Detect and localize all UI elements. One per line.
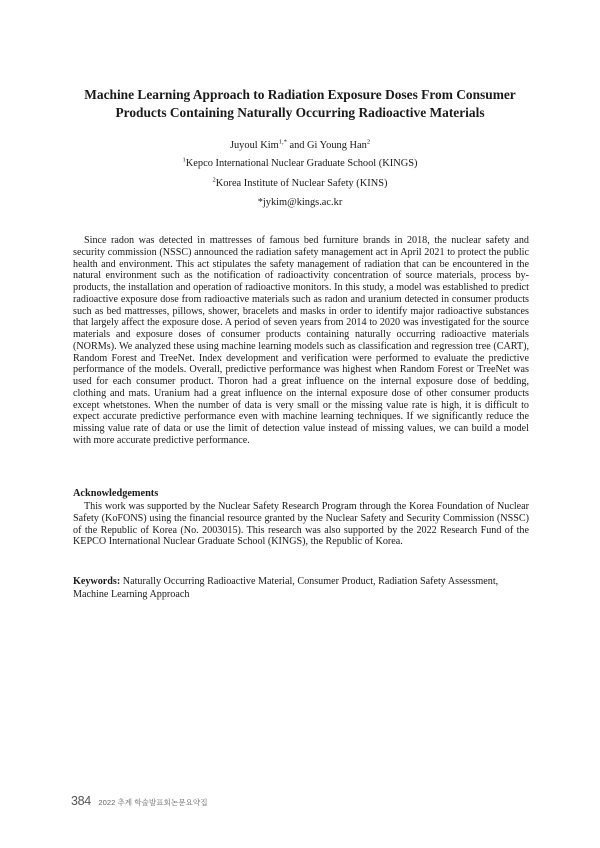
paper-title — [70, 86, 530, 122]
affiliation — [70, 157, 530, 171]
affiliation-superscript: 1 — [182, 156, 186, 164]
keywords-paragraph — [73, 576, 529, 601]
corresponding-email: *jykim@kings.ac.kr — [257, 197, 343, 208]
author-name: Juyoul Kim — [229, 140, 279, 151]
keywords-text: Naturally Occurring Radioactive Material, Consumer Product, Radiation Safety Assessment, Machine Learning Approach — [73, 576, 499, 600]
abstract-paragraph: Since radon was detected in mattresses of famous bed furniture brands in 2018, the nuclear safety and security commission (NSSC) announced the radiation safety management act in April 2021 to protect the public health and environment. This act stipulates the safety management of radiation that can be encountered in the natural environment such as the notification of radioactivity concentration of source materials, process by-products, the installation and operation of radioactive monitors. In this study, a model was established to predict radioactive exposure dose from radioactive materials such as radon and uranium detected in consumer products such as bed mattresses, pillows, shower, bracelets and masks in order to identify major radioactive substances that largely affect the exposure dose. A period of seven years from 2014 to 2020 was investigated for the source materials and exposure doses of consumer products containing naturally occurring radioactive materials (NORMs). We analyzed these using machine learning models such as classification and regression tree (CART), Random Forest and TreeNet. Index development and verification were performed to evaluate the predictive performance of the models. Overall, predictive performance was highest when Random Forest or TreeNet was used for each consumer product. Thoron had a great influence on the internal exposure dose of bedding, clothing and mats. Uranium had a great influence on the internal exposure dose of other consumer products except whetstones. When the number of data is very small or the missing value rate is high, it is difficult to expect accurate predictive performance even with machine learning techniques. If we significantly reduce the missing value rate of data or use the limit of detection value instead of missing values, we can build a model with more accurate predictive performance. — [73, 235, 529, 446]
acknowledgements-paragraph: This work was supported by the Nuclear Safety Research Program through the Korea Foundation of Nuclear Safety (KoFONS) using the financial resource granted by the Nuclear Safety and Security Commission (NSSC) of the Republic of Korea (No. 2003015). This research was also supported by the 2022 Research Fund of the KEPCO International Nuclear Graduate School (KINGS), the Republic of Korea. — [73, 501, 529, 548]
keywords-label: Keywords: — [73, 576, 121, 587]
proceedings-title: 2022 추계 학술발표회논문요약집 — [98, 798, 208, 807]
affiliation-text: Kepco International Nuclear Graduate School (KINGS) — [185, 158, 418, 169]
affiliation-superscript: 2 — [212, 176, 216, 184]
author-superscript: 1,* — [278, 138, 287, 146]
acknowledgements-heading: Acknowledgements — [73, 488, 159, 499]
page-number: 384 — [71, 794, 91, 808]
affiliation-text: Korea Institute of Nuclear Safety (KINS) — [215, 178, 388, 189]
author-list — [70, 139, 530, 153]
page-footer — [71, 792, 208, 810]
title-line-2: Products Containing Naturally Occurring Radioactive Materials — [115, 105, 485, 120]
affiliation — [70, 177, 530, 191]
author-superscript: 2 — [366, 138, 371, 146]
title-line-1: Machine Learning Approach to Radiation Exposure Doses From Consumer — [84, 87, 516, 102]
author-name: and Gi Young Han — [286, 140, 367, 151]
